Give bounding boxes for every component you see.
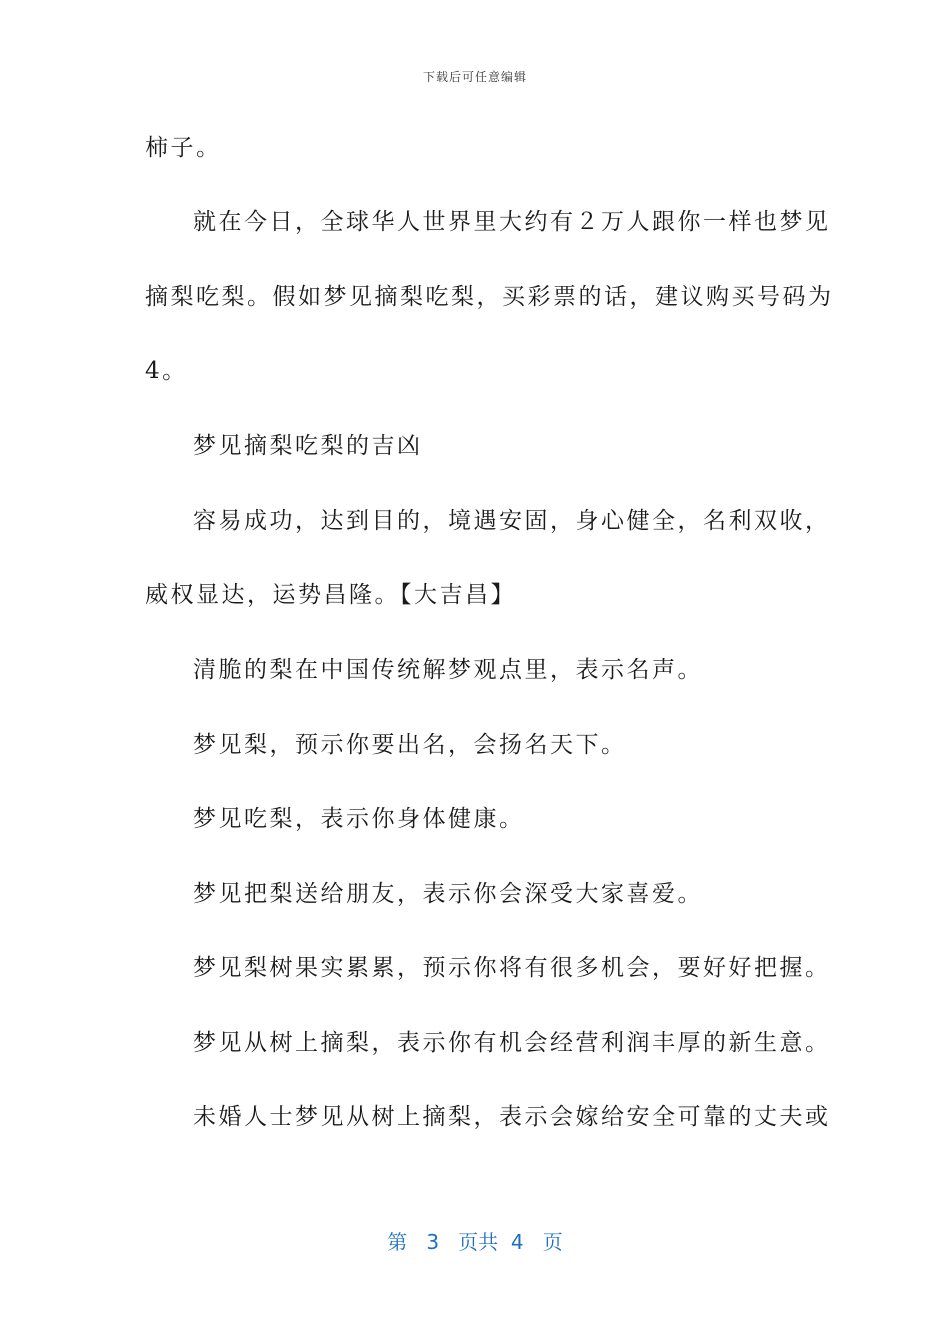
text-line: 就在今日，全球华人世界里大约有２万人跟你一样也梦见	[193, 209, 831, 235]
text-line: 威权显达，运势昌隆。【大吉昌】	[145, 582, 516, 608]
text-line: 柿子。	[145, 135, 222, 161]
text-line: 容易成功，达到目的，境遇安固，身心健全，名利双收，	[193, 508, 831, 534]
footer-current-page: 3	[426, 1230, 440, 1254]
footer-middle: 页共	[458, 1230, 499, 1254]
text-line: 梦见吃梨，表示你身体健康。	[193, 806, 525, 832]
text-line: 梦见梨，预示你要出名，会扬名天下。	[193, 732, 627, 758]
text-line: 未婚人士梦见从树上摘梨，表示会嫁给安全可靠的丈夫或	[193, 1104, 831, 1130]
text-line: 4。	[145, 358, 188, 384]
page-footer	[0, 1226, 950, 1255]
page-header-note: 下载后可任意编辑	[422, 70, 527, 84]
footer-suffix: 页	[542, 1230, 563, 1254]
text-line: 摘梨吃梨。假如梦见摘梨吃梨，买彩票的话，建议购买号码为	[145, 284, 834, 310]
footer-total-pages: 4	[510, 1230, 524, 1254]
text-line: 清脆的梨在中国传统解梦观点里，表示名声。	[193, 657, 703, 683]
text-line: 梦见把梨送给朋友，表示你会深受大家喜爱。	[193, 881, 703, 907]
section-heading: 梦见摘梨吃梨的吉凶	[193, 433, 423, 459]
text-line: 梦见梨树果实累累，预示你将有很多机会，要好好把握。	[193, 955, 831, 981]
text-line: 梦见从树上摘梨，表示你有机会经营利润丰厚的新生意。	[193, 1030, 831, 1056]
footer-prefix: 第	[387, 1230, 408, 1254]
